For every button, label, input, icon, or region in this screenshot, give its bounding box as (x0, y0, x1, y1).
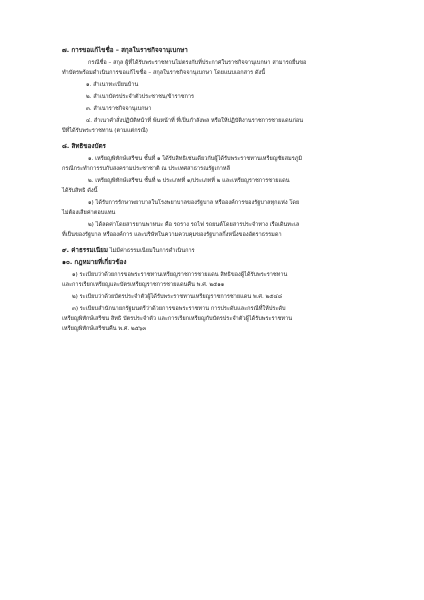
section-10-item-1-line-1: ๑) ระเบียบว่าด้วยการขอพระราชทานเหรียญราชการชายแดน สิทธิของผู้ได้รับพระราชทาน (72, 272, 288, 278)
section-8-p1-line-1: ๑. เหรียญพิทักษ์เสรีชน ชั้นที่ ๑ ได้รับสิทธิเช่นเดียวกับผู้ได้รับพระราชทานเหรียญชัยสมรภูมิ (88, 156, 303, 162)
section-9-title: ๙. ค่าธรรมเนียม (62, 247, 108, 254)
section-8-sub2-line-2: ที่เป็นของรัฐบาล หรือองค์การ และบริษัทในความควบคุมของรัฐบาลกึ่งหนึ่งของอัตราธรรมดา (62, 232, 282, 238)
section-9-text: ไม่มีค่าธรรมเนียมในการดำเนินการ (109, 248, 195, 254)
section-10-item-1-line-2: และการเรียกเหรียญและบัตรเหรียญราชการชายแดนคืน พ.ศ. ๒๕๑๑ (62, 282, 225, 288)
section-10-item-3-line-1: ๓) ระเบียบสำนักนายกรัฐมนตรีว่าด้วยการขอพระราชทาน การประดับและกรณีที่ให้ประดับ (72, 306, 286, 312)
section-8-p2-line-1: ๒. เหรียญพิทักษ์เสรีชน ชั้นที่ ๒ ประเภทที่ ๑/ประเภทที่ ๒ และเหรียญราชการชายแดน (88, 178, 290, 184)
section-7-item-2: ๒. สำเนาบัตรประจำตัวประชาชน/ข้าราชการ (86, 94, 195, 100)
section-9-line (62, 246, 382, 256)
section-8-sub1-line-2: ไม่ต้องเสียค่าตอบแทน (62, 210, 116, 216)
section-7-item-4: ๔. สำเนาคำสั่งปฏิบัติหน้าที่ พ้นหน้าที่ ที่เป็นกำลังพล หรือให้ปฏิบัติงานราชการชายแดนก่อน (86, 118, 304, 124)
section-8-p1-line-2: กรณีกระทำการรบกับสงครามประชาชาติ ณ ประเทศสาธารณรัฐเกาหลี (62, 166, 231, 172)
section-7-item-4-cont: ปีที่ได้รับพระราชทาน (ตามแต่กรณี) (62, 128, 148, 134)
section-7-para-line-1: กรณีชื่อ – สกุล ผู้ที่ได้รับพระราชทานไม่ตรงกับที่ประกาศในราชกิจจานุเบกษา สามารถยื่นขอ (88, 60, 307, 66)
section-8-p2-line-2: ได้รับสิทธิ ดังนี้ (62, 188, 98, 194)
section-7-item-3: ๓. สำเนาราชกิจจานุเบกษา (86, 106, 152, 112)
section-7-title: ๗. การขอแก้ไขชื่อ – สกุลในราชกิจจานุเบกษา (62, 47, 188, 54)
section-7-para-line-2: ทำบัตรพร้อมดำเนินการขอแก้ไขชื่อ – สกุลในราชกิจจานุเบกษา โดยแนบเอกสาร ดังนี้ (62, 70, 266, 76)
document-body (62, 46, 382, 334)
section-10-item-3-line-3: เหรียญพิทักษ์เสรีชนคืน พ.ศ. ๒๕๖๓ (62, 326, 147, 332)
section-10-title: ๑๐. กฎหมายที่เกี่ยวข้อง (62, 259, 127, 266)
section-8-sub2-line-1: ๒) ได้ลดค่าโดยสารยานพาหนะ คือ รถราง รถไฟ รถยนต์โดยสารประจำทาง เรือเดินทะเล (88, 222, 300, 228)
section-7-item-1: ๑. สำเนาทะเบียนบ้าน (86, 82, 139, 88)
section-10-item-2: ๒) ระเบียบว่าด้วยบัตรประจำตัวผู้ได้รับพระราชทานเหรียญราชการชายแดน พ.ศ. ๒๕๔๘ (72, 294, 283, 300)
section-8-sub1-line-1: ๑) ได้รับการรักษาพยาบาลในโรงพยาบาลของรัฐบาล หรือองค์การของรัฐบาลทุกแห่ง โดย (88, 200, 300, 206)
section-8-title: ๘. สิทธิของบัตร (62, 143, 106, 150)
section-10-item-3-line-2: เหรียญพิทักษ์เสรีชน สิทธิ บัตรประจำตัว และการเรียกเหรียญกับบัตรประจำตัวผู้ได้รับพระราชทาน (62, 316, 293, 322)
